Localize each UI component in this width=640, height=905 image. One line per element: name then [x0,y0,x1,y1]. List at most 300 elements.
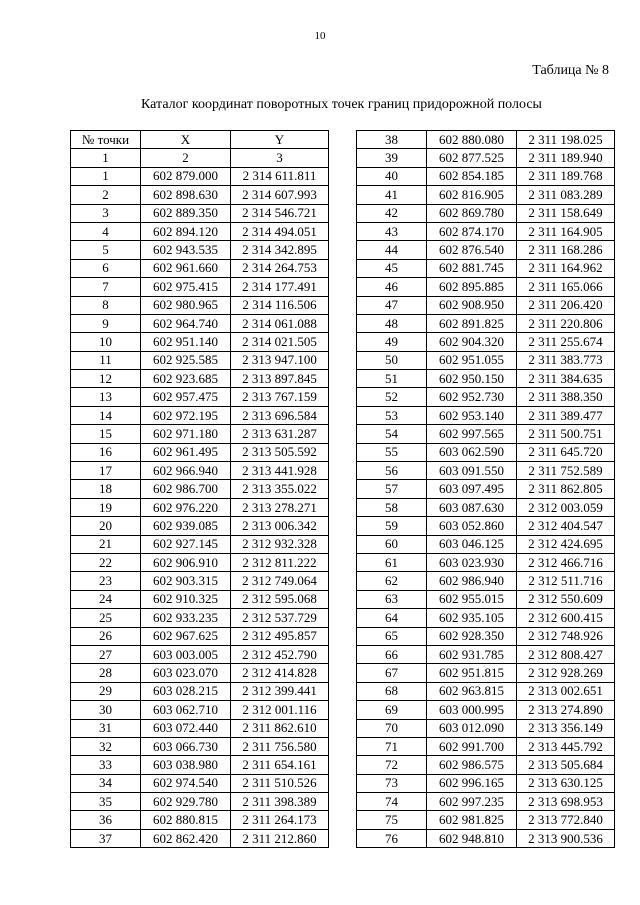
y-coordinate-cell: 2 312 550.609 [517,590,615,608]
point-number-cell: 4 [71,222,141,240]
table-row [71,167,329,185]
point-number-cell: 22 [71,553,141,571]
y-coordinate-cell: 2 313 630.125 [517,774,615,792]
point-number-cell: 18 [71,480,141,498]
table-row [71,462,329,480]
point-number-cell: 27 [71,645,141,663]
y-coordinate-cell: 2 312 928.269 [517,664,615,682]
point-number-cell: 52 [357,388,427,406]
table-row [357,664,615,682]
x-coordinate-cell: 603 091.550 [427,462,517,480]
y-coordinate-cell: 2 311 189.940 [517,149,615,167]
point-number-cell: 62 [357,572,427,590]
x-coordinate-cell: 602 879.000 [141,167,231,185]
y-coordinate-cell: 2 314 342.895 [231,241,329,259]
coordinates-table-left [70,130,329,848]
x-coordinate-cell: 602 961.660 [141,259,231,277]
table-row [71,186,329,204]
y-coordinate-cell: 2 313 441.928 [231,462,329,480]
point-number-cell: 56 [357,462,427,480]
y-coordinate-cell: 2 313 505.684 [517,756,615,774]
table-row [71,498,329,516]
y-coordinate-cell: 2 311 752.589 [517,462,615,480]
point-number-cell: 73 [357,774,427,792]
x-coordinate-cell: 602 881.745 [427,259,517,277]
table-row [357,462,615,480]
y-coordinate-cell: 2 311 198.025 [517,131,615,149]
x-coordinate-cell: 602 889.350 [141,204,231,222]
x-coordinate-cell: 602 869.780 [427,204,517,222]
x-coordinate-cell: 602 981.825 [427,811,517,829]
table-row [357,259,615,277]
point-number-cell: 24 [71,590,141,608]
column-index-cell: 3 [231,149,329,167]
y-coordinate-cell: 2 312 748.926 [517,627,615,645]
table-row [71,388,329,406]
table-row [357,609,615,627]
y-coordinate-cell: 2 312 003.059 [517,498,615,516]
point-number-cell: 7 [71,278,141,296]
table-row [357,149,615,167]
table-row [71,278,329,296]
point-number-cell: 13 [71,388,141,406]
table-caption: Каталог координат поворотных точек границ придорожной полосы [141,97,542,112]
x-coordinate-cell: 602 862.420 [141,829,231,847]
point-number-cell: 14 [71,406,141,424]
point-number-cell: 29 [71,682,141,700]
point-number-cell: 42 [357,204,427,222]
y-coordinate-cell: 2 313 505.592 [231,443,329,461]
point-number-cell: 43 [357,222,427,240]
x-coordinate-cell: 602 951.815 [427,664,517,682]
column-index-cell: 1 [71,149,141,167]
x-coordinate-cell: 602 975.415 [141,278,231,296]
table-row [71,609,329,627]
x-coordinate-cell: 603 066.730 [141,737,231,755]
point-number-cell: 47 [357,296,427,314]
table-row [357,241,615,259]
y-coordinate-cell: 2 311 654.161 [231,756,329,774]
table-row [357,572,615,590]
x-coordinate-cell: 602 953.140 [427,406,517,424]
x-coordinate-cell: 602 925.585 [141,351,231,369]
point-number-cell: 71 [357,737,427,755]
table-row [71,627,329,645]
point-number-cell: 11 [71,351,141,369]
table-row [357,351,615,369]
table-row [357,314,615,332]
table-row [357,186,615,204]
table-row [357,167,615,185]
y-coordinate-cell: 2 313 947.100 [231,351,329,369]
point-number-cell: 23 [71,572,141,590]
y-coordinate-cell: 2 311 862.610 [231,719,329,737]
x-coordinate-cell: 602 951.055 [427,351,517,369]
y-coordinate-cell: 2 313 356.149 [517,719,615,737]
point-number-cell: 48 [357,314,427,332]
table-row [357,682,615,700]
x-coordinate-cell: 602 894.120 [141,222,231,240]
y-coordinate-cell: 2 311 500.751 [517,425,615,443]
x-coordinate-cell: 602 816.905 [427,186,517,204]
y-coordinate-cell: 2 313 445.792 [517,737,615,755]
x-coordinate-cell: 602 880.080 [427,131,517,149]
x-coordinate-cell: 603 046.125 [427,535,517,553]
x-coordinate-cell: 602 986.940 [427,572,517,590]
y-coordinate-cell: 2 311 212.860 [231,829,329,847]
x-coordinate-cell: 603 023.070 [141,664,231,682]
table-row [357,333,615,351]
x-coordinate-cell: 602 929.780 [141,793,231,811]
table-row [71,572,329,590]
point-number-cell: 34 [71,774,141,792]
table-row [357,701,615,719]
point-number-cell: 1 [71,167,141,185]
table-row [71,829,329,847]
table-row [357,535,615,553]
x-coordinate-cell: 602 906.910 [141,553,231,571]
x-coordinate-cell: 602 997.235 [427,793,517,811]
x-coordinate-cell: 602 880.815 [141,811,231,829]
y-coordinate-cell: 2 312 537.729 [231,609,329,627]
x-coordinate-cell: 602 895.885 [427,278,517,296]
y-coordinate-cell: 2 311 389.477 [517,406,615,424]
y-coordinate-cell: 2 311 383.773 [517,351,615,369]
y-coordinate-cell: 2 311 189.768 [517,167,615,185]
table-row [71,333,329,351]
point-number-cell: 54 [357,425,427,443]
y-coordinate-cell: 2 312 811.222 [231,553,329,571]
y-coordinate-cell: 2 313 698.953 [517,793,615,811]
table-row [357,425,615,443]
point-number-cell: 6 [71,259,141,277]
point-number-cell: 33 [71,756,141,774]
header-x: X [141,131,231,149]
table-row [71,756,329,774]
y-coordinate-cell: 2 312 749.064 [231,572,329,590]
page-number: 10 [314,30,326,42]
x-coordinate-cell: 602 891.825 [427,314,517,332]
x-coordinate-cell: 602 967.625 [141,627,231,645]
column-index-cell: 2 [141,149,231,167]
point-number-cell: 16 [71,443,141,461]
point-number-cell: 40 [357,167,427,185]
table-row [357,296,615,314]
x-coordinate-cell: 602 950.150 [427,370,517,388]
y-coordinate-cell: 2 313 274.890 [517,701,615,719]
table-row [71,553,329,571]
y-coordinate-cell: 2 311 255.674 [517,333,615,351]
x-coordinate-cell: 602 957.475 [141,388,231,406]
table-header-row [71,131,329,149]
table-row [71,241,329,259]
table-row [357,406,615,424]
point-number-cell: 76 [357,829,427,847]
point-number-cell: 10 [71,333,141,351]
y-coordinate-cell: 2 313 355.022 [231,480,329,498]
x-coordinate-cell: 602 910.325 [141,590,231,608]
x-coordinate-cell: 603 087.630 [427,498,517,516]
point-number-cell: 65 [357,627,427,645]
x-coordinate-cell: 602 986.575 [427,756,517,774]
table-row [71,793,329,811]
point-number-cell: 74 [357,793,427,811]
x-coordinate-cell: 603 097.495 [427,480,517,498]
point-number-cell: 70 [357,719,427,737]
y-coordinate-cell: 2 313 006.342 [231,517,329,535]
y-coordinate-cell: 2 312 404.547 [517,517,615,535]
x-coordinate-cell: 602 939.085 [141,517,231,535]
x-coordinate-cell: 602 933.235 [141,609,231,627]
y-coordinate-cell: 2 313 900.536 [517,829,615,847]
table-title: Таблица № 8 [532,63,609,78]
table-row [357,517,615,535]
table-row [71,351,329,369]
y-coordinate-cell: 2 314 607.993 [231,186,329,204]
table-row [71,590,329,608]
table-row [357,737,615,755]
x-coordinate-cell: 602 931.785 [427,645,517,663]
y-coordinate-cell: 2 312 595.068 [231,590,329,608]
x-coordinate-cell: 602 971.180 [141,425,231,443]
y-coordinate-cell: 2 311 083.289 [517,186,615,204]
point-number-cell: 59 [357,517,427,535]
x-coordinate-cell: 603 028.215 [141,682,231,700]
y-coordinate-cell: 2 314 264.753 [231,259,329,277]
y-coordinate-cell: 2 314 061.088 [231,314,329,332]
point-number-cell: 20 [71,517,141,535]
y-coordinate-cell: 2 312 424.695 [517,535,615,553]
point-number-cell: 68 [357,682,427,700]
point-number-cell: 19 [71,498,141,516]
table-row [71,406,329,424]
table-row [71,535,329,553]
x-coordinate-cell: 603 072.440 [141,719,231,737]
y-coordinate-cell: 2 314 021.505 [231,333,329,351]
y-coordinate-cell: 2 312 466.716 [517,553,615,571]
table-row [357,829,615,847]
table-row [357,388,615,406]
point-number-cell: 26 [71,627,141,645]
point-number-cell: 8 [71,296,141,314]
point-number-cell: 75 [357,811,427,829]
table-row [357,793,615,811]
table-row [71,719,329,737]
y-coordinate-cell: 2 312 600.415 [517,609,615,627]
y-coordinate-cell: 2 312 495.857 [231,627,329,645]
table-row [357,443,615,461]
y-coordinate-cell: 2 311 220.806 [517,314,615,332]
y-coordinate-cell: 2 311 165.066 [517,278,615,296]
y-coordinate-cell: 2 312 808.427 [517,645,615,663]
point-number-cell: 45 [357,259,427,277]
y-coordinate-cell: 2 314 546.721 [231,204,329,222]
x-coordinate-cell: 602 976.220 [141,498,231,516]
point-number-cell: 49 [357,333,427,351]
point-number-cell: 37 [71,829,141,847]
x-coordinate-cell: 602 974.540 [141,774,231,792]
point-number-cell: 64 [357,609,427,627]
y-coordinate-cell: 2 313 897.845 [231,370,329,388]
table-row [71,370,329,388]
y-coordinate-cell: 2 311 510.526 [231,774,329,792]
point-number-cell: 57 [357,480,427,498]
point-number-cell: 28 [71,664,141,682]
y-coordinate-cell: 2 313 631.287 [231,425,329,443]
x-coordinate-cell: 602 876.540 [427,241,517,259]
point-number-cell: 61 [357,553,427,571]
x-coordinate-cell: 602 874.170 [427,222,517,240]
x-coordinate-cell: 602 903.315 [141,572,231,590]
table-row [357,553,615,571]
point-number-cell: 25 [71,609,141,627]
y-coordinate-cell: 2 311 164.962 [517,259,615,277]
table-row [71,204,329,222]
y-coordinate-cell: 2 313 696.584 [231,406,329,424]
point-number-cell: 58 [357,498,427,516]
table-row [357,645,615,663]
table-row [71,480,329,498]
table-row [357,480,615,498]
point-number-cell: 9 [71,314,141,332]
x-coordinate-cell: 602 991.700 [427,737,517,755]
y-coordinate-cell: 2 311 264.173 [231,811,329,829]
y-coordinate-cell: 2 312 452.790 [231,645,329,663]
table-row [357,131,615,149]
y-coordinate-cell: 2 312 511.716 [517,572,615,590]
table-row [357,222,615,240]
table-row [71,645,329,663]
x-coordinate-cell: 602 997.565 [427,425,517,443]
point-number-cell: 60 [357,535,427,553]
x-coordinate-cell: 602 877.525 [427,149,517,167]
point-number-cell: 66 [357,645,427,663]
coordinates-table-right [356,130,615,848]
point-number-cell: 67 [357,664,427,682]
y-coordinate-cell: 2 314 611.811 [231,167,329,185]
y-coordinate-cell: 2 312 932.328 [231,535,329,553]
x-coordinate-cell: 602 964.740 [141,314,231,332]
point-number-cell: 55 [357,443,427,461]
table-row [71,737,329,755]
y-coordinate-cell: 2 313 278.271 [231,498,329,516]
y-coordinate-cell: 2 314 494.051 [231,222,329,240]
point-number-cell: 5 [71,241,141,259]
table-row [71,259,329,277]
point-number-cell: 50 [357,351,427,369]
table-row [357,278,615,296]
point-number-cell: 39 [357,149,427,167]
point-number-cell: 30 [71,701,141,719]
y-coordinate-cell: 2 314 116.506 [231,296,329,314]
point-number-cell: 36 [71,811,141,829]
y-coordinate-cell: 2 311 164.905 [517,222,615,240]
table-row [71,443,329,461]
table-row [357,590,615,608]
y-coordinate-cell: 2 313 772.840 [517,811,615,829]
x-coordinate-cell: 602 972.195 [141,406,231,424]
point-number-cell: 21 [71,535,141,553]
table-row [71,517,329,535]
table-row [71,296,329,314]
point-number-cell: 44 [357,241,427,259]
x-coordinate-cell: 602 928.350 [427,627,517,645]
header-y: Y [231,131,329,149]
point-number-cell: 15 [71,425,141,443]
y-coordinate-cell: 2 312 414.828 [231,664,329,682]
point-number-cell: 3 [71,204,141,222]
table-row [357,774,615,792]
x-coordinate-cell: 603 003.005 [141,645,231,663]
x-coordinate-cell: 602 854.185 [427,167,517,185]
x-coordinate-cell: 602 955.015 [427,590,517,608]
table-row [71,425,329,443]
point-number-cell: 17 [71,462,141,480]
table-row [71,222,329,240]
x-coordinate-cell: 602 923.685 [141,370,231,388]
y-coordinate-cell: 2 313 002.651 [517,682,615,700]
x-coordinate-cell: 602 980.965 [141,296,231,314]
point-number-cell: 72 [357,756,427,774]
point-number-cell: 31 [71,719,141,737]
point-number-cell: 46 [357,278,427,296]
x-coordinate-cell: 603 023.930 [427,553,517,571]
point-number-cell: 53 [357,406,427,424]
y-coordinate-cell: 2 311 398.389 [231,793,329,811]
y-coordinate-cell: 2 314 177.491 [231,278,329,296]
table-row [71,774,329,792]
x-coordinate-cell: 603 062.590 [427,443,517,461]
x-coordinate-cell: 603 062.710 [141,701,231,719]
x-coordinate-cell: 603 012.090 [427,719,517,737]
x-coordinate-cell: 602 908.950 [427,296,517,314]
column-index-row [71,149,329,167]
table-row [357,498,615,516]
point-number-cell: 32 [71,737,141,755]
y-coordinate-cell: 2 313 767.159 [231,388,329,406]
x-coordinate-cell: 603 052.860 [427,517,517,535]
table-row [357,204,615,222]
y-coordinate-cell: 2 311 158.649 [517,204,615,222]
point-number-cell: 63 [357,590,427,608]
table-row [71,682,329,700]
point-number-cell: 51 [357,370,427,388]
x-coordinate-cell: 603 000.995 [427,701,517,719]
y-coordinate-cell: 2 311 862.805 [517,480,615,498]
x-coordinate-cell: 602 898.630 [141,186,231,204]
x-coordinate-cell: 602 935.105 [427,609,517,627]
table-row [71,701,329,719]
table-row [357,627,615,645]
x-coordinate-cell: 602 963.815 [427,682,517,700]
point-number-cell: 69 [357,701,427,719]
x-coordinate-cell: 602 986.700 [141,480,231,498]
x-coordinate-cell: 602 961.495 [141,443,231,461]
y-coordinate-cell: 2 311 756.580 [231,737,329,755]
y-coordinate-cell: 2 311 645.720 [517,443,615,461]
x-coordinate-cell: 602 966.940 [141,462,231,480]
x-coordinate-cell: 602 927.145 [141,535,231,553]
x-coordinate-cell: 602 904.320 [427,333,517,351]
table-row [71,664,329,682]
table-row [357,370,615,388]
table-row [71,314,329,332]
point-number-cell: 2 [71,186,141,204]
y-coordinate-cell: 2 311 384.635 [517,370,615,388]
x-coordinate-cell: 602 952.730 [427,388,517,406]
y-coordinate-cell: 2 312 399.441 [231,682,329,700]
x-coordinate-cell: 602 948.810 [427,829,517,847]
